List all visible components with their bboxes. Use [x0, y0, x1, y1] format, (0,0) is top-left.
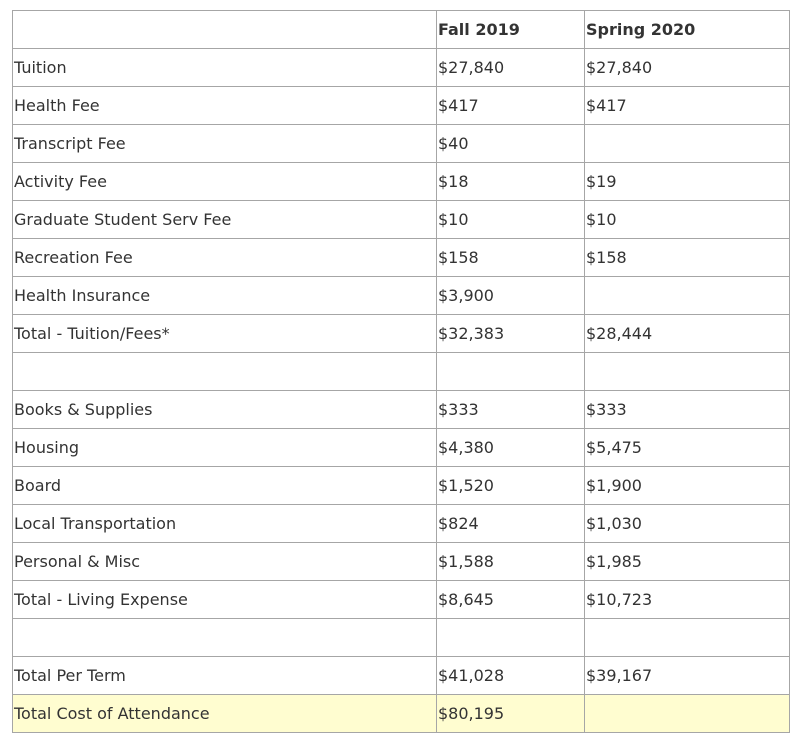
table-row-graduate-student-serv-fee	[13, 201, 790, 239]
row-label: Books & Supplies	[13, 391, 437, 429]
row-spring-value: $5,475	[585, 429, 790, 467]
row-fall-value: $824	[437, 505, 585, 543]
row-spring-value: $28,444	[585, 315, 790, 353]
header-spring-2020: Spring 2020	[585, 11, 790, 49]
row-label: Total Cost of Attendance	[13, 695, 437, 733]
table-row-tuition	[13, 49, 790, 87]
table-row-housing	[13, 429, 790, 467]
row-spring-value: $19	[585, 163, 790, 201]
row-spring-value: $1,900	[585, 467, 790, 505]
row-fall-value: $40	[437, 125, 585, 163]
table-row-health-insurance	[13, 277, 790, 315]
table-row-spacer	[13, 353, 790, 391]
row-spring-value: $39,167	[585, 657, 790, 695]
row-fall-value: $417	[437, 87, 585, 125]
table-row-transcript-fee	[13, 125, 790, 163]
row-label: Housing	[13, 429, 437, 467]
table-row-total-tuition-fees	[13, 315, 790, 353]
row-spring-value: $158	[585, 239, 790, 277]
table-row-local-transportation	[13, 505, 790, 543]
row-spring-value: $27,840	[585, 49, 790, 87]
row-fall-value: $1,520	[437, 467, 585, 505]
table-row-board	[13, 467, 790, 505]
table-row-health-fee	[13, 87, 790, 125]
table-row-activity-fee	[13, 163, 790, 201]
row-label: Local Transportation	[13, 505, 437, 543]
row-fall-value: $333	[437, 391, 585, 429]
row-fall-value: $18	[437, 163, 585, 201]
row-label: Recreation Fee	[13, 239, 437, 277]
row-spring-value	[585, 353, 790, 391]
row-label: Health Insurance	[13, 277, 437, 315]
row-label: Health Fee	[13, 87, 437, 125]
row-fall-value: $8,645	[437, 581, 585, 619]
row-label: Total - Tuition/Fees*	[13, 315, 437, 353]
table-row-books-supplies	[13, 391, 790, 429]
table-row-recreation-fee	[13, 239, 790, 277]
row-fall-value	[437, 619, 585, 657]
row-fall-value: $41,028	[437, 657, 585, 695]
row-label: Transcript Fee	[13, 125, 437, 163]
table-row-total-cost-of-attendance	[13, 695, 790, 733]
cost-of-attendance-table	[12, 10, 790, 733]
row-spring-value: $1,030	[585, 505, 790, 543]
header-fall-2019: Fall 2019	[437, 11, 585, 49]
row-spring-value: $417	[585, 87, 790, 125]
row-fall-value: $3,900	[437, 277, 585, 315]
row-label	[13, 353, 437, 391]
row-spring-value	[585, 619, 790, 657]
row-label: Personal & Misc	[13, 543, 437, 581]
row-label: Tuition	[13, 49, 437, 87]
row-spring-value: $333	[585, 391, 790, 429]
row-fall-value: $1,588	[437, 543, 585, 581]
row-fall-value: $10	[437, 201, 585, 239]
row-label: Graduate Student Serv Fee	[13, 201, 437, 239]
row-spring-value: $10,723	[585, 581, 790, 619]
row-label: Activity Fee	[13, 163, 437, 201]
row-fall-value: $32,383	[437, 315, 585, 353]
row-fall-value: $27,840	[437, 49, 585, 87]
table-row-personal-misc	[13, 543, 790, 581]
row-spring-value	[585, 277, 790, 315]
table-row-total-per-term	[13, 657, 790, 695]
row-spring-value	[585, 695, 790, 733]
row-spring-value: $10	[585, 201, 790, 239]
row-label	[13, 619, 437, 657]
row-fall-value	[437, 353, 585, 391]
row-fall-value: $4,380	[437, 429, 585, 467]
row-label: Board	[13, 467, 437, 505]
row-fall-value: $80,195	[437, 695, 585, 733]
header-label-cell	[13, 11, 437, 49]
row-spring-value: $1,985	[585, 543, 790, 581]
table-header-row	[13, 11, 790, 49]
row-label: Total Per Term	[13, 657, 437, 695]
table-row-total-living-expense	[13, 581, 790, 619]
table-row-spacer	[13, 619, 790, 657]
row-spring-value	[585, 125, 790, 163]
row-label: Total - Living Expense	[13, 581, 437, 619]
row-fall-value: $158	[437, 239, 585, 277]
